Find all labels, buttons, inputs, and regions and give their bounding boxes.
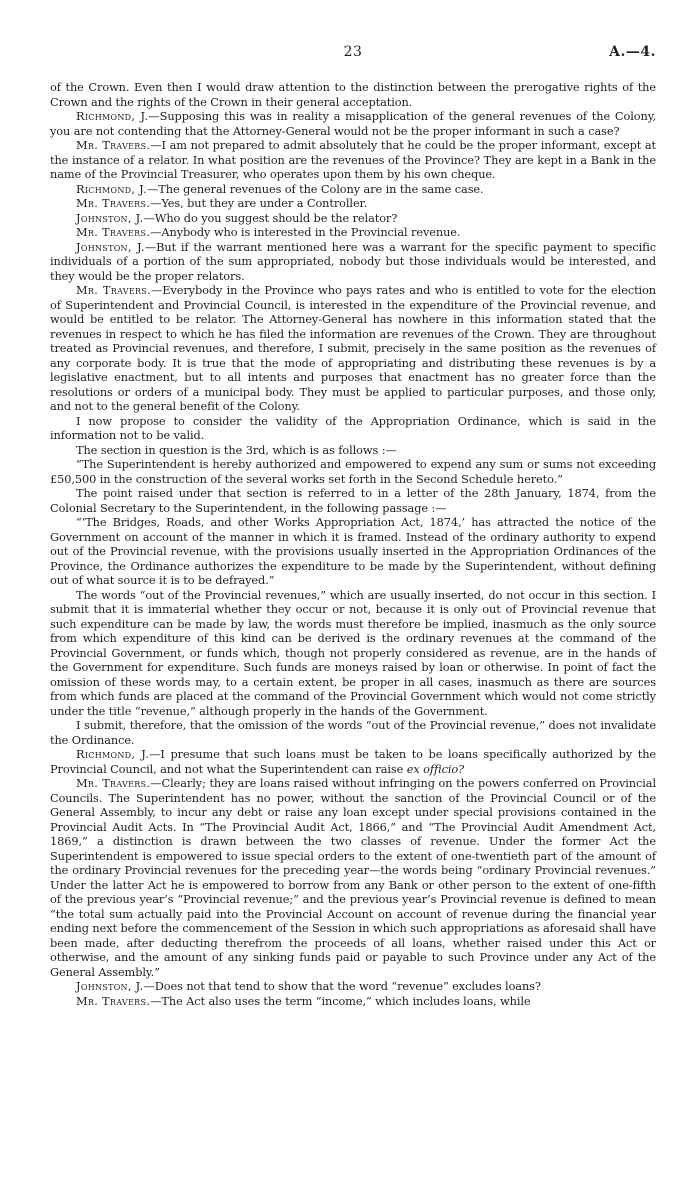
quotation: “‘The Bridges, Roads, and other Works Appropriation Act, 1874,’ has attracted the notice of the Government on account of the manner in which it is framed. Instead of the ordinary authority to expend out of the Provincial revenue, with the provisions usually inserted in the Appropriation Ordinances of the Province, the Ordinance authorizes the expenditure to be made by the Superintendent, without defining out of what source it is to be defrayed.” (50, 515, 656, 587)
paragraph: Mr. Travers.—The Act also uses the term “income,” which includes loans, while (76, 993, 531, 1008)
paragraph: Mr. Travers.—Anybody who is interested in the Provincial revenue. (76, 225, 461, 239)
paragraph: I now propose to consider the validity of the Appropriation Ordinance, which is said in the information not to be valid. (50, 413, 656, 442)
page-header (50, 44, 656, 66)
document-reference: A.—4. (609, 44, 656, 60)
paragraph: Mr. Travers.—Yes, but they are under a Controller. (76, 196, 368, 210)
paragraph: The words “out of the Provincial revenues,” which are usually inserted, do not occur in this section. I submit that it is immaterial whether they occur or not, because it is only out of Provincial revenue that such expenditure can be made by law, the words must therefore be implied, inasmuch as the only source from which expenditure of this kind can be derived is the ordinary revenues at the command of the Provincial Government, or funds which, though not properly considered as revenue, are in the hands of the Government for expenditure. Such funds are moneys raised by loan or otherwise. In point of fact the omission of these words may, to a certain extent, be proper in all cases, inasmuch as there are sources from which funds are placed at the command of the Provincial Government which would not come strictly under the title “revenue,” although properly in the hands of the Government. (50, 587, 656, 718)
paragraph: The section in question is the 3rd, which is as follows :— (76, 442, 397, 457)
paragraph: The point raised under that section is referred to in a letter of the 28th January, 1874, from the Colonial Secretary to the Superintendent, in the following passage :— (50, 486, 656, 515)
italic-phrase: ex officio? (406, 761, 465, 776)
speaker: Mr. Travers. (76, 776, 151, 790)
paragraph: I submit, therefore, that the omission of the words “out of the Provincial revenue,” does not invalidate the Ordinance. (50, 718, 656, 747)
speaker: Richmond, J. (76, 747, 150, 761)
paragraph: Richmond, J.—Supposing this was in reality a misapplication of the general revenues of the Colony, you are not contending that the Attorney-General would not be the proper informant in such a case? (50, 109, 657, 138)
page-number: 23 (343, 44, 363, 60)
quotation: “The Superintendent is hereby authorized and empowered to expend any sum or sums not exceeding £50,500 in the construction of the several works set forth in the Second Schedule hereto.” (50, 457, 656, 486)
speaker: Johnston, J. (76, 239, 145, 254)
speaker: Richmond, J. (76, 181, 148, 196)
paragraph: Johnston, J.—But if the warrant mentioned here was a warrant for the specific payment to specific individuals of a portion of the sum appropriated, nobody but those individuals would be interested, and they would be the proper relators. (50, 239, 656, 283)
speaker: Mr. Travers. (76, 196, 151, 210)
speaker: Mr. Travers. (76, 283, 151, 297)
paragraph: Johnston, J.—Does not that tend to show that the word “revenue” excludes loans? (76, 979, 541, 993)
speaker: Richmond, J. (76, 109, 149, 123)
speaker: Mr. Travers. (76, 225, 151, 239)
speaker: Mr. Travers. (76, 993, 151, 1008)
body-text (50, 80, 656, 1008)
speaker: Mr. Travers. (76, 138, 151, 152)
paragraph: Mr. Travers.—Clearly; they are loans raised without infringing on the powers conferred on Provincial Councils. The Superintendent has no power, without the sanction of the Provincial Council or of the General Assembly, to incur any debt or raise any loan except under special provisions contained in the Provincial Audit Acts. In “The Provincial Audit Act, 1866,” and “The Provincial Audit Amendment Act, 1869,” a distinction is drawn between the two classes of revenue. Under the former Act the Superintendent is empowered to issue special orders to the extent of one-twentieth part of the amount of the ordinary Provincial revenues for the preceding year—the words being “ordinary Provincial revenues.” Under the latter Act he is empowered to borrow from any Bank or other person to the extent of one-fifth of the previous year’s “Provincial revenue;” and the previous year’s Provincial revenue is defined to mean “the total sum actually paid into the Provincial Account on account of revenue during the financial year ending next before the commencement of the Session in which such appropriations as aforesaid shall have been made, after deducting therefrom the proceeds of all loans, whether raised under this Act or otherwise, and the amount of any sinking funds paid or payable to such Province under any Act of the General Assembly.” (50, 776, 656, 979)
speaker: Johnston, J. (76, 979, 144, 993)
document-page (50, 44, 656, 1008)
speaker: Johnston, J. (76, 210, 144, 225)
paragraph: Mr. Travers.—Everybody in the Province who pays rates and who is entitled to vote for the election of Superintendent and Provincial Council, is interested in the expenditure of the Provincial revenue, and would be entitled to be relator. The Attorney-General has nowhere in this information stated that the revenues in respect to which he has filed the information are revenues of the Crown. They are throughout treated as Provincial revenues, and therefore, I submit, precisely in the same position as the revenues of any corporate body. It is true that the mode of appropriating and distributing these revenues is by a legislative enactment, but to all intents and purposes that enactment has no greater force than the resolutions or orders of a municipal body. They must be applied to particular purposes, and those only, and not to the general benefit of the Colony. (50, 283, 656, 413)
paragraph: Richmond, J.—The general revenues of the Colony are in the same case. (76, 181, 484, 196)
paragraph: Johnston, J.—Who do you suggest should be the relator? (76, 210, 398, 225)
paragraph: of the Crown. Even then I would draw attention to the distinction between the prerogative rights of the Crown and the rights of the Crown in their general acceptation. (50, 80, 656, 109)
paragraph: Richmond, J.—I presume that such loans must be taken to be loans specifically authorized by the Provincial Council, and not what the Superintendent can raise ex officio? (50, 747, 657, 776)
paragraph: Mr. Travers.—I am not prepared to admit absolutely that he could be the proper informant, except at the instance of a relator. In what position are the revenues of the Province? They are kept in a Bank in the name of the Provincial Treasurer, who operates upon them by his own cheque. (50, 138, 656, 181)
